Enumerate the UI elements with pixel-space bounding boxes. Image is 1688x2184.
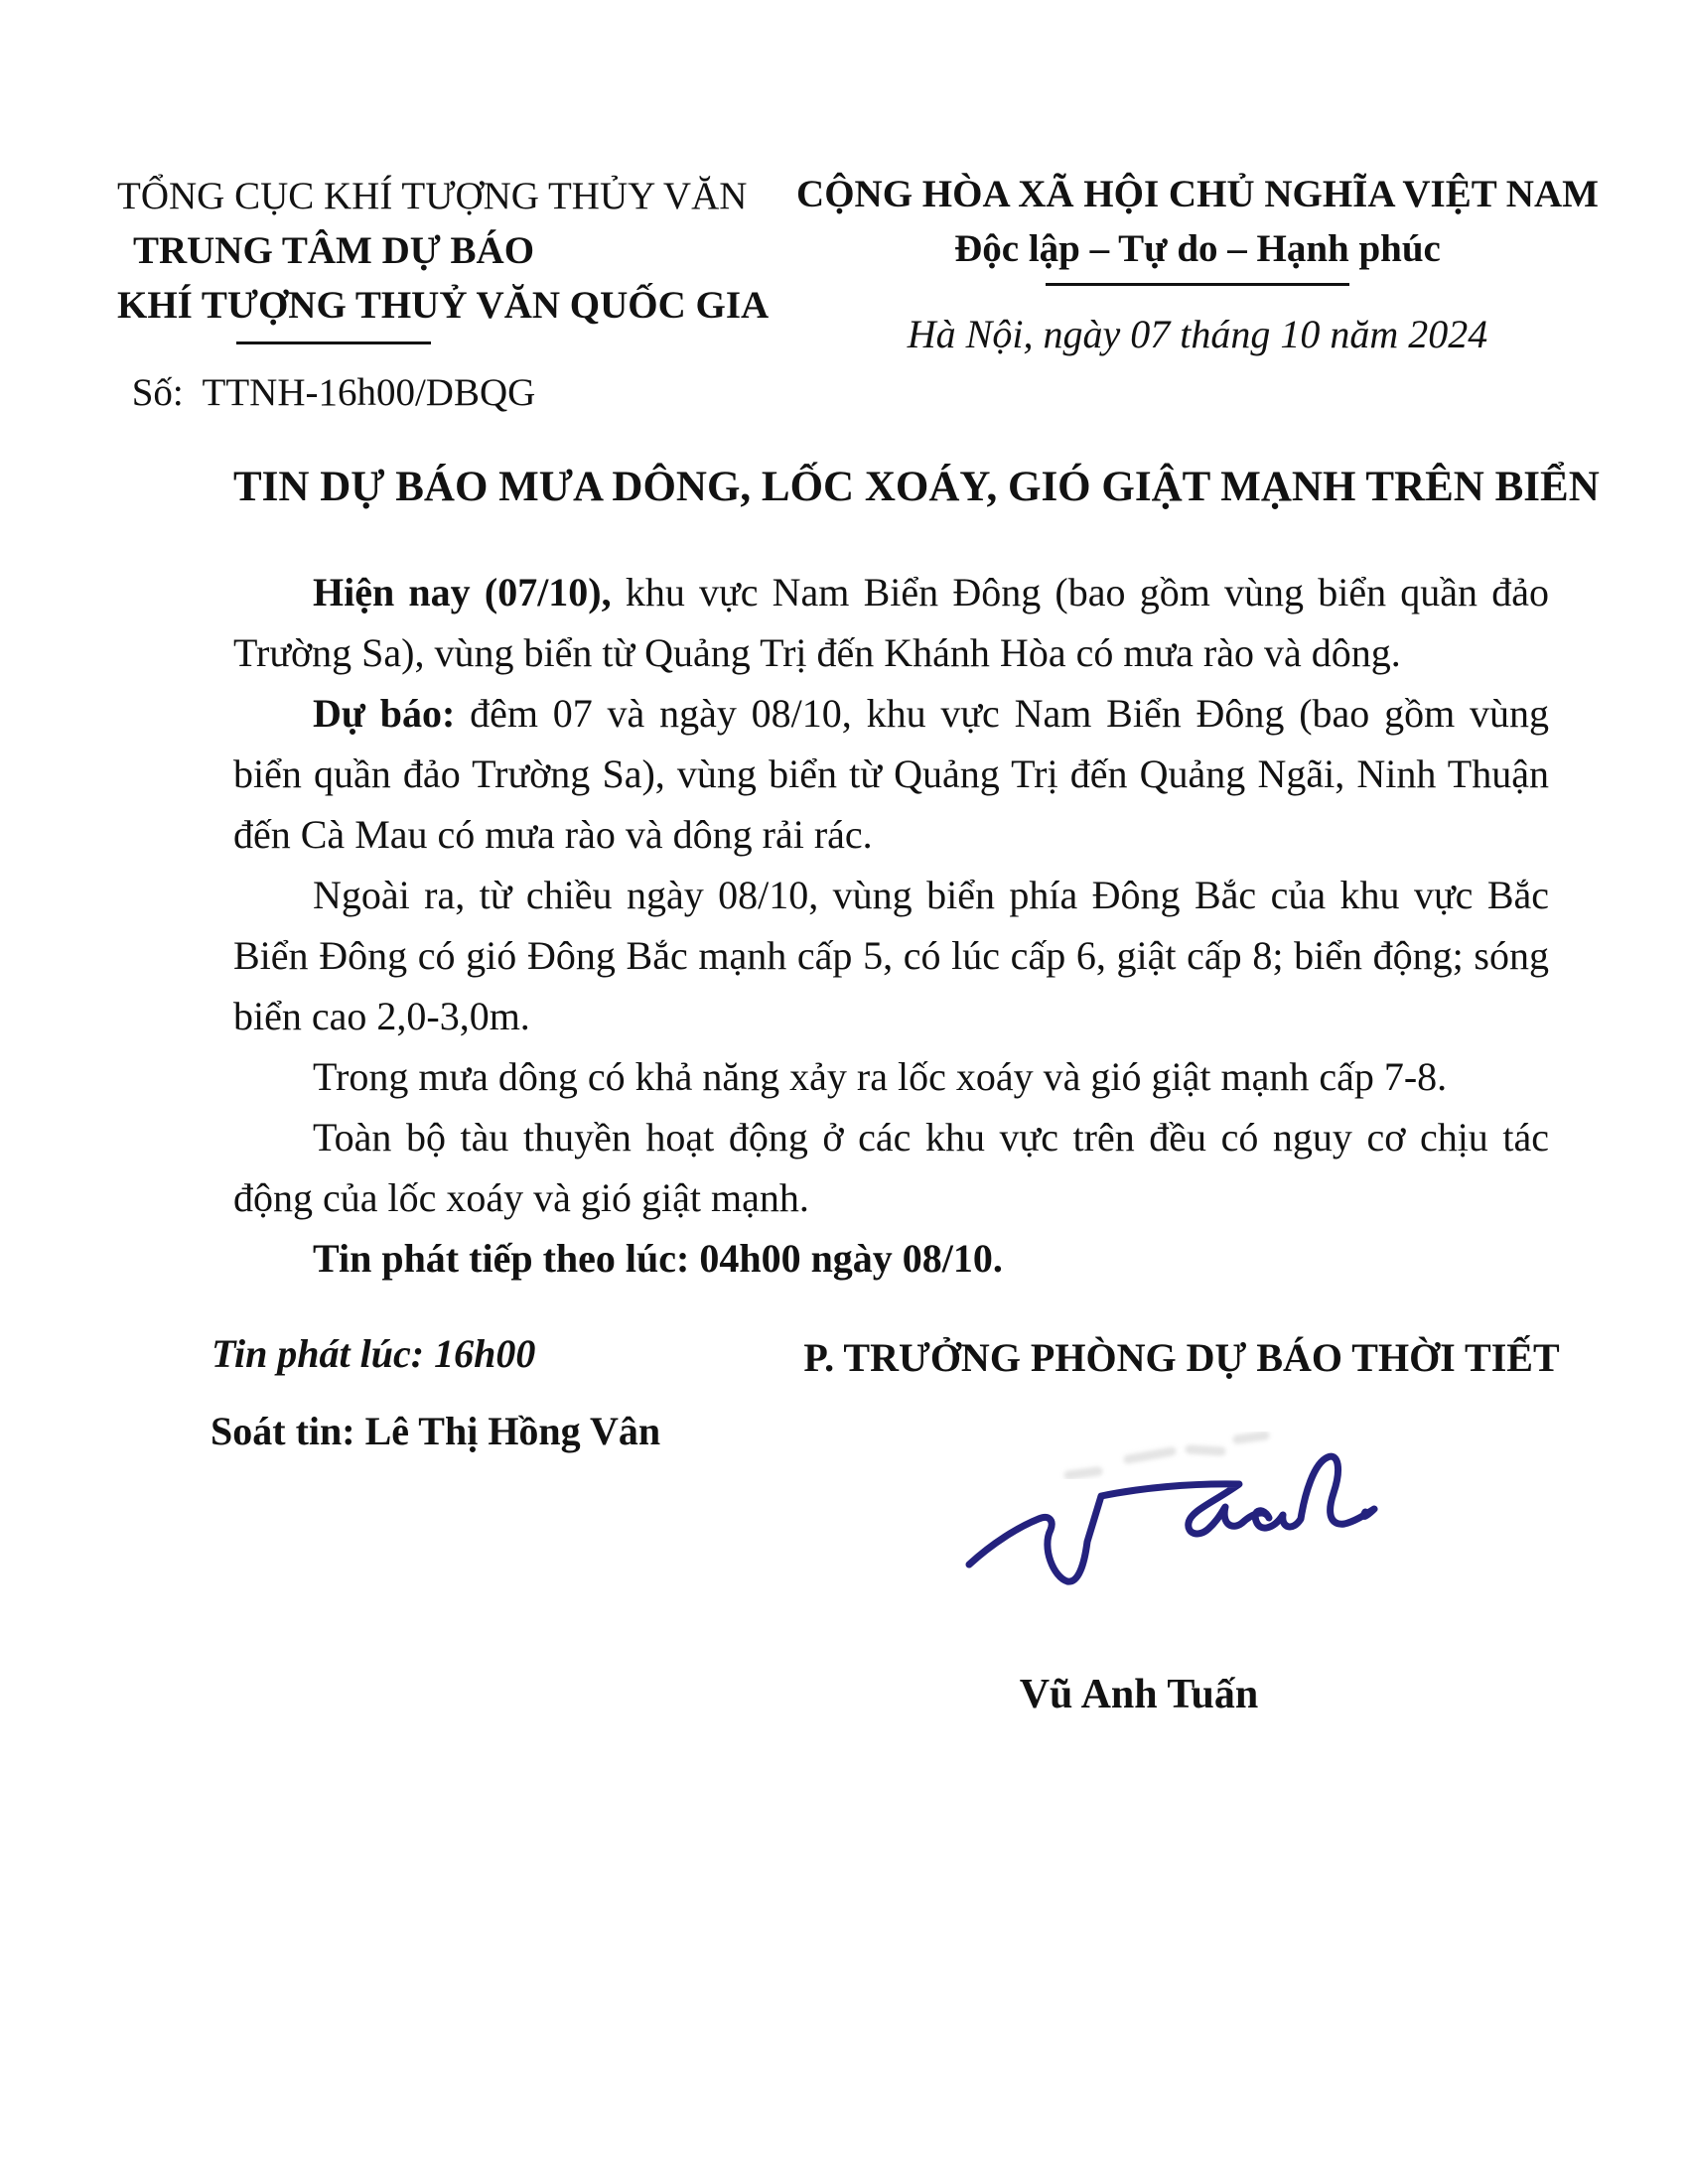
paragraph-text: Ngoài ra, từ chiều ngày 08/10, vùng biển phía Đông Bắc của khu vực Bắc Biển Đông có gió Đông Bắc mạnh cấp 5, có lúc cấp 6, giật cấp 8; biển động; sóng biển cao 2,0-3,0m. (233, 873, 1549, 1038)
paragraph-text: khu vực Nam Biển Đông (bao gồm vùng biển quần đảo Trường Sa), vùng biển từ Quảng Trị đến Khánh Hòa có mưa rào và dông. (233, 570, 1549, 675)
agency-name-line2: KHÍ TƯỢNG THUỶ VĂN QUỐC GIA (117, 284, 770, 327)
motto-underline (1046, 283, 1349, 286)
signer-position-title: P. TRƯỞNG PHÒNG DỰ BÁO THỜI TIẾT (803, 1335, 1560, 1380)
country-name: CỘNG HÒA XÃ HỘI CHỦ NGHĨA VIỆT NAM (796, 173, 1599, 215)
agency-underline (236, 341, 431, 344)
paragraph-lead: Dự báo: (313, 691, 456, 736)
issued-time: Tin phát lúc: 16h00 (211, 1331, 536, 1376)
signature-image (951, 1418, 1378, 1616)
document-body (233, 562, 1549, 1289)
place-and-date: Hà Nội, ngày 07 tháng 10 năm 2024 (907, 312, 1488, 356)
national-motto-block (794, 167, 1601, 361)
paragraph-text: đêm 07 và ngày 08/10, khu vực Nam Biển Đông (bao gồm vùng biển quần đảo Trường Sa), vùng biển từ Quảng Trị đến Quảng Ngãi, Ninh Thuận đến Cà Mau có mưa rào và dông rải rác. (233, 691, 1549, 857)
signer-name: Vũ Anh Tuấn (1019, 1672, 1259, 1717)
issuing-agency-block (117, 169, 770, 420)
agency-name-line1: TRUNG TÂM DỰ BÁO (132, 229, 535, 272)
signature-ghost-marks (1068, 1435, 1265, 1475)
paragraph-next-bulletin (233, 1228, 1549, 1289)
signature-stroke (969, 1456, 1374, 1581)
paragraph-text: Toàn bộ tàu thuyền hoạt động ở các khu vực trên đều có nguy cơ chịu tác động của lốc xoáy và gió giật mạnh. (233, 1115, 1549, 1220)
motto: Độc lập – Tự do – Hạnh phúc (954, 227, 1441, 270)
paragraph-text: Trong mưa dông có khả năng xảy ra lốc xoáy và gió giật mạnh cấp 7-8. (313, 1054, 1448, 1099)
paragraph-text: Tin phát tiếp theo lúc: 04h00 ngày 08/10. (313, 1236, 1003, 1281)
checked-by: Soát tin: Lê Thị Hồng Vân (211, 1409, 661, 1453)
agency-parent-name: TỔNG CỤC KHÍ TƯỢNG THỦY VĂN (117, 175, 748, 217)
paragraph-tornado-warning (233, 1046, 1549, 1107)
paragraph-current-status (233, 562, 1549, 683)
paragraph-forecast (233, 683, 1549, 865)
paragraph-vessel-risk (233, 1107, 1549, 1228)
paragraph-lead: Hiện nay (07/10), (313, 570, 612, 614)
paragraph-northeast-wind (233, 865, 1549, 1046)
document-title: TIN DỰ BÁO MƯA DÔNG, LỐC XOÁY, GIÓ GIẬT MẠNH TRÊN BIỂN (233, 464, 1600, 510)
document-number: Số: TTNH-16h00/DBQG (131, 371, 536, 414)
